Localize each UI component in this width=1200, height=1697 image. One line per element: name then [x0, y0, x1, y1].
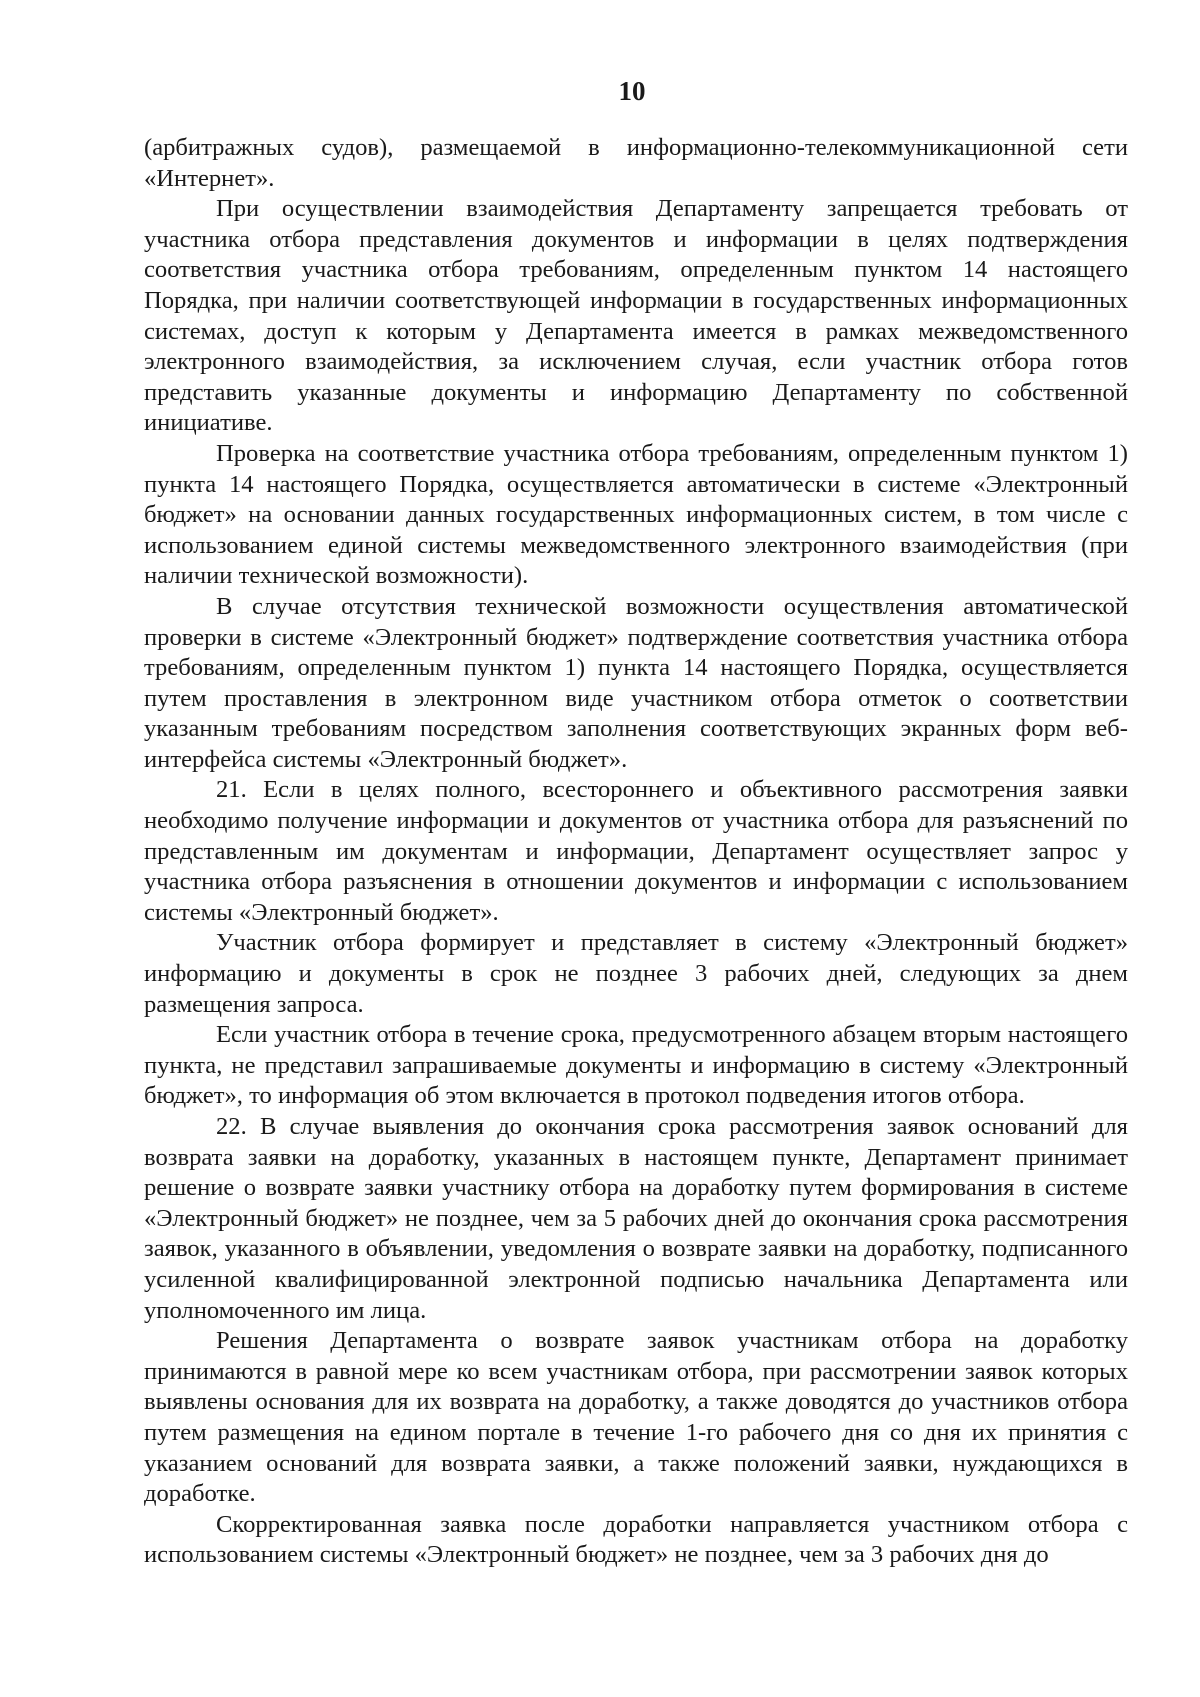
- paragraph-return-decisions: Решения Департамента о возврате заявок участникам отбора на доработку принимаются в равной мере ко всем участникам отбора, при рассмотрении заявок которых выявлены основания для их возврата на доработку, а также доводятся до участников отбора путем размещения на едином портале в течение 1-го рабочего дня со дня их принятия с указанием оснований для возврата заявки, а также положений заявки, нуждающихся в доработке.: [144, 1327, 1128, 1508]
- paragraph-automatic-check: Проверка на соответствие участника отбора требованиям, определенным пунктом 1) пункта 14 настоящего Порядка, осуществляется автоматически в системе «Электронный бюджет» на основании данных государственных информационных систем, в том числе с использованием единой системы межведомственного электронного взаимодействия (при наличии технической возможности).: [144, 439, 1128, 590]
- paragraph-failure-to-submit: Если участник отбора в течение срока, предусмотренного абзацем вторым настоящего пункта, не представил запрашиваемые документы и информацию в систему «Электронный бюджет», то информация об этом включается в протокол подведения итогов отбора.: [144, 1021, 1128, 1110]
- paragraph-interaction-prohibition: При осуществлении взаимодействия Департаменту запрещается требовать от участника отбора представления документов и информации в целях подтверждения соответствия участника отбора требованиям, определенным пунктом 14 настоящего Порядка, при наличии соответствующей информации в государственных информационных системах, доступ к которым у Департамента имеется в рамках межведомственного электронного взаимодействия, за исключением случая, если участник отбора готов представить указанные документы и информацию Департаменту по собственной инициативе.: [144, 195, 1128, 437]
- paragraph-corrected-application: Скорректированная заявка после доработки направляется участником отбора с использованием системы «Электронный бюджет» не позднее, чем за 3 рабочих дня до: [144, 1510, 1128, 1569]
- paragraph-submission-deadline: Участник отбора формирует и представляет в систему «Электронный бюджет» информацию и документы в срок не позднее 3 рабочих дней, следующих за днем размещения запроса.: [144, 929, 1128, 1018]
- paragraph-clause-22: 22. В случае выявления до окончания срока рассмотрения заявок оснований для возврата заявки на доработку, указанных в настоящем пункте, Департамент принимает решение о возврате заявки участнику отбора на доработку путем формирования в системе «Электронный бюджет» не позднее, чем за 5 рабочих дней до окончания срока рассмотрения заявок, указанного в объявлении, уведомления о возврате заявки на доработку, подписанного усиленной квалифицированной электронной подписью начальника Департамента или уполномоченного им лица.: [144, 1113, 1128, 1324]
- document-body: [144, 133, 1128, 1571]
- paragraph-clause-21: 21. Если в целях полного, всестороннего и объективного рассмотрения заявки необходимо получение информации и документов от участника отбора для разъяснений по представленным им документам и информации, Департамент осуществляет запрос у участника отбора разъяснения в отношении документов и информации с использованием системы «Электронный бюджет».: [144, 776, 1128, 926]
- page-number: 10: [618, 76, 646, 106]
- paragraph-manual-check: В случае отсутствия технической возможности осуществления автоматической проверки в системе «Электронный бюджет» подтверждение соответствия участника отбора требованиям, определенным пунктом 1) пункта 14 настоящего Порядка, осуществляется путем проставления в электронном виде участником отбора отметок о соответствии указанным требованиям посредством заполнения соответствующих экранных форм веб-интерфейса системы «Электронный бюджет».: [144, 592, 1128, 773]
- paragraph-continuation: (арбитражных судов), размещаемой в информационно-телекоммуникационной сети «Интернет».: [144, 134, 1128, 192]
